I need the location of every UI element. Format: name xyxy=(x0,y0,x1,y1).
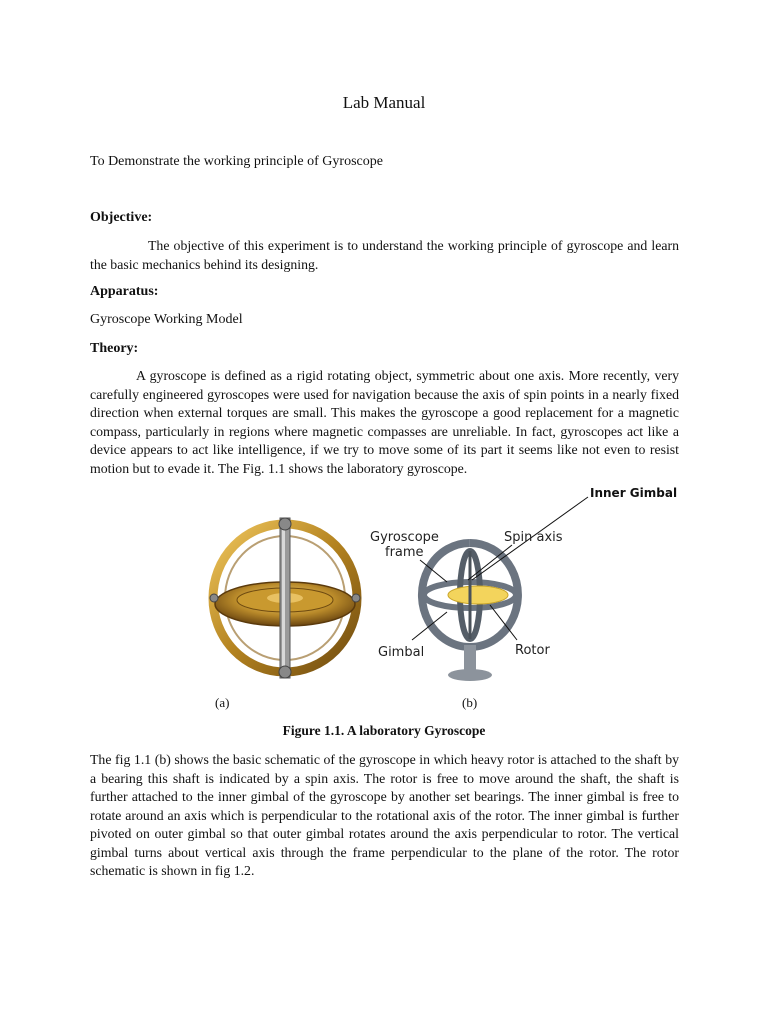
theory-text: A gyroscope is defined as a rigid rotating object, symmetric about one axis. More recently, very carefully engineered gyroscopes were used for navigation because the axis of spin points in a nearly fixed direction when external torques are small. This makes the gyroscope a good replacement for a magnetic compass, particularly in regions where magnetic compasses are unreliable. In fact, gyroscopes act like a device appears to act like intelligence, if we try to move some of its part it seems like not even to resist motion but to evade it. The Fig. 1.1 shows the laboratory gyroscope. xyxy=(90,368,679,476)
figure-label-a: (a) xyxy=(215,695,230,710)
rotor-label: Rotor xyxy=(515,643,550,658)
experiment-subtitle: To Demonstrate the working principle of Gyroscope xyxy=(90,154,383,169)
inner-gimbal-label: Inner Gimbal xyxy=(590,486,678,500)
gimbal-label: Gimbal xyxy=(378,645,425,660)
figure-label-b: (b) xyxy=(462,695,478,710)
gyroscope-frame-label-line1: Gyroscope xyxy=(370,530,439,545)
figure-caption: Figure 1.1. A laboratory Gyroscope xyxy=(282,723,486,738)
closing-paragraph: The fig 1.1 (b) shows the basic schematic of the gyroscope in which heavy rotor is attached to the shaft by a bearing this shaft is indicated by a spin axis. The rotor is free to move around the shaft, the shaft is further attached to the inner gimbal of the gyroscope by another set bearings. The inner gimbal is free to rotate around an axis which is perpendicular to the rotational axis of the rotor. The inner gimbal is further pivoted on outer gimbal so that outer gimbal rotates around the axis perpendicular to rotor. The vertical gimbal turns about vertical axis through the frame perpendicular to the plane of the rotor. The rotor schematic is shown in fig 1.2. xyxy=(90,752,679,878)
spin-axis-label: Spin axis xyxy=(504,530,563,545)
apparatus-text: Gyroscope Working Model xyxy=(90,312,243,327)
page-title: Lab Manual xyxy=(342,93,426,112)
objective-heading: Objective: xyxy=(90,210,153,225)
apparatus-heading: Apparatus: xyxy=(90,284,159,299)
theory-heading: Theory: xyxy=(90,341,139,356)
gyroscope-frame-label-line2: frame xyxy=(385,545,424,560)
objective-text: The objective of this experiment is to understand the working principle of gyroscope and learn the basic mechanics behind its designing. xyxy=(90,238,679,272)
